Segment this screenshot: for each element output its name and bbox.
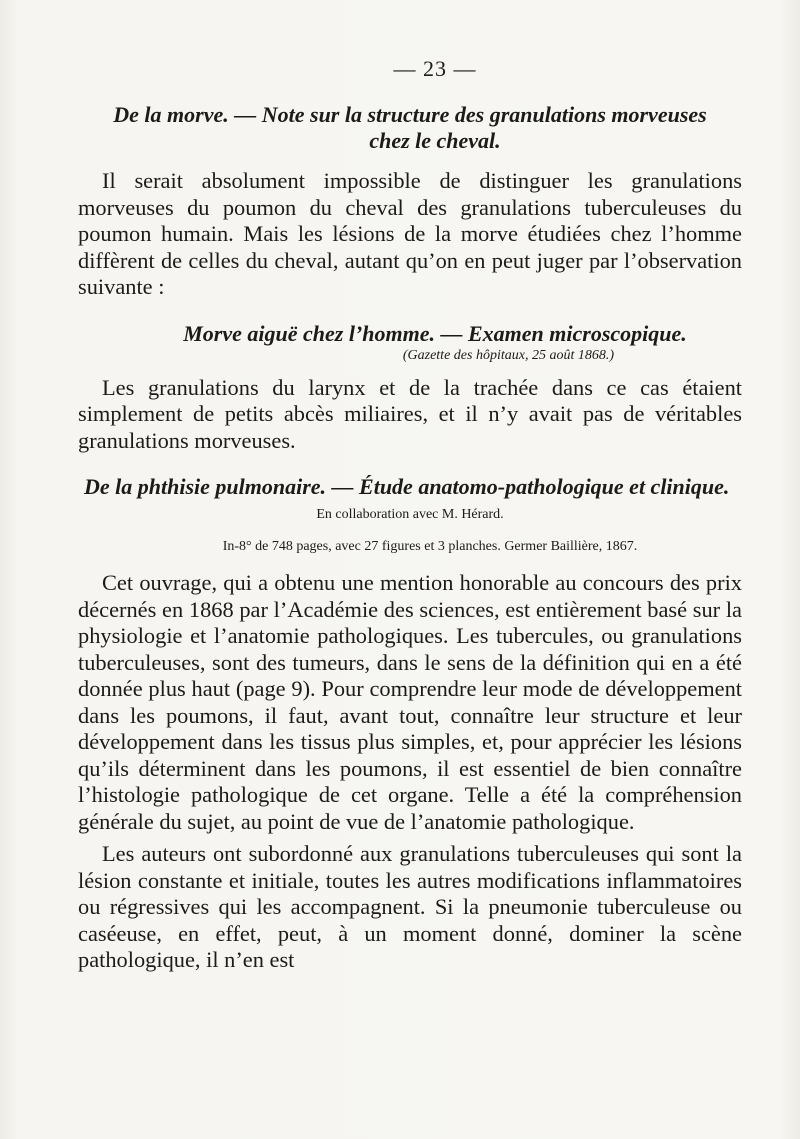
page-content	[78, 56, 742, 974]
section-heading-phthisie: De la phthisie pulmonaire. — Étude anatomo-pathologique et clinique.	[84, 474, 730, 499]
section-heading-morve-aigue: Morve aiguë chez l’homme. — Examen microscopique.	[183, 320, 687, 346]
page-number: — 23 —	[393, 56, 477, 81]
paragraph-auteurs: Les auteurs ont subordonné aux granulations tuberculeuses qui sont la lésion constante et initiale, toutes les autres modifications inflammatoires ou régressives qui les accompagnent. Si la pneumonie tuberculeuse ou caséeuse, en effet, peut, à un moment donné, dominer la scène pathologique, il n’en est	[78, 841, 742, 972]
paragraph-ouvrage: Cet ouvrage, qui a obtenu une mention honorable au concours des prix décernés en 1868 par l’Académie des sciences, est entièrement basé sur la physiologie et l’anatomie pathologiques. Les tubercules, ou granulations tuberculeuses, sont des tumeurs, dans le sens de la définition qui en a été donnée plus haut (page 9). Pour comprendre leur mode de développement dans les poumons, il faut, avant tout, connaître leur structure et leur développement dans les tissus plus simples, et, pour apprécier les lésions qu’ils déterminent dans les poumons, il est essentiel de bien connaître l’histologie pathologique de cet organe. Telle a été la compréhension générale du sujet, au point de vue de l’anatomie pathologique.	[78, 570, 742, 834]
collaboration-note: En collaboration avec M. Hérard.	[316, 507, 504, 522]
section-heading-morve: De la morve. — Note sur la structure des granulations morveuses	[113, 102, 707, 127]
publication-details: In-8° de 748 pages, avec 27 figures et 3 planches. Germer Baillière, 1867.	[222, 539, 638, 554]
section-heading-morve-subtitle: chez le cheval.	[369, 128, 501, 153]
paragraph-morve: Il serait absolument impossible de distinguer les granulations morveuses du poumon du cheval des granulations tuberculeuses du poumon humain. Mais les lésions de la morve étudiées chez l’homme diffèrent de celles du cheval, autant qu’on en peut juger par l’observation suivante :	[78, 168, 742, 299]
citation-text: (Gazette des hôpitaux, 25 août 1868.)	[402, 347, 614, 363]
citation-gazette	[78, 347, 742, 365]
paragraph-granulations-larynx: Les granulations du larynx et de la trachée dans ce cas étaient simplement de petits abcès miliaires, et il n’y avait pas de véritables granulations morveuses.	[78, 374, 742, 453]
